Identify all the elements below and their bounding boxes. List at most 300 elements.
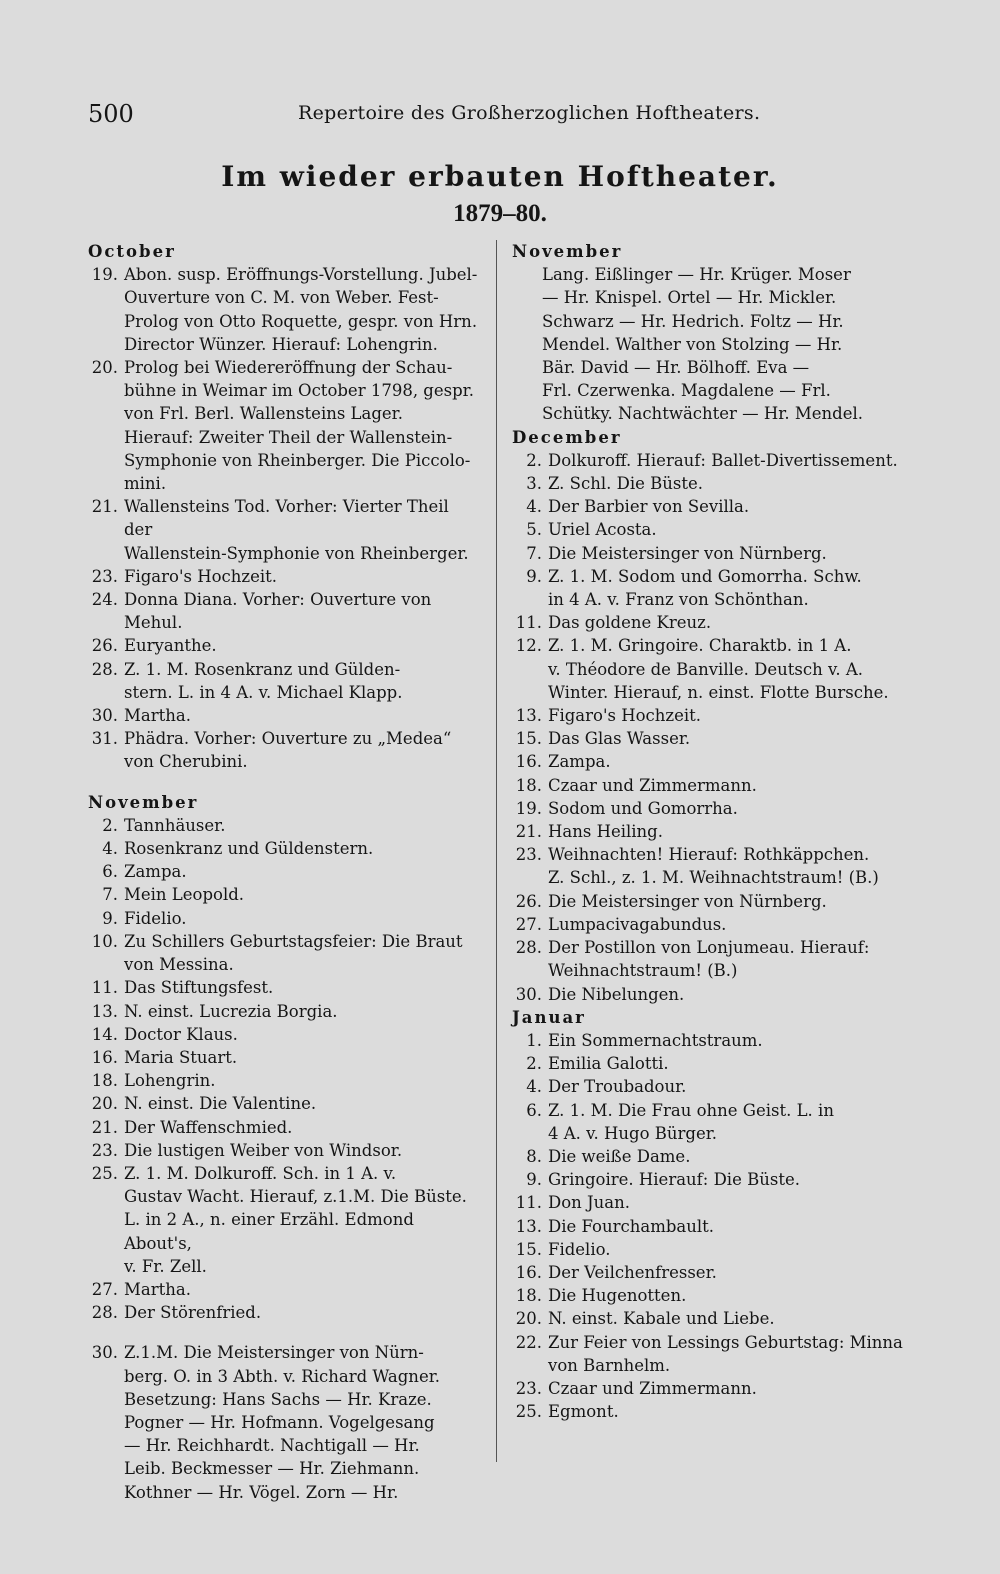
entry-date: 4. xyxy=(526,497,542,517)
entry-line: Zampa. xyxy=(124,862,187,882)
performance-entry xyxy=(88,588,480,634)
column-divider xyxy=(496,240,497,1462)
performance-entry xyxy=(88,634,480,657)
entry-text xyxy=(124,1023,480,1046)
left-column xyxy=(88,240,480,1504)
entry-line: Maria Stuart. xyxy=(124,1047,238,1067)
performance-entry xyxy=(512,797,912,820)
entry-line: Z. 1. M. Rosenkranz und Gülden- xyxy=(124,659,401,679)
entry-date: 16. xyxy=(91,1047,118,1067)
entry-line: Prolog von Otto Roquette, gespr. von Hrn. xyxy=(124,311,478,331)
season-year: 1879–80. xyxy=(453,200,547,227)
entry-line: Fidelio. xyxy=(124,908,187,928)
entry-line: Sodom und Gomorrha. xyxy=(548,798,738,818)
month-heading-november-continued: November xyxy=(512,242,623,261)
entry-date: 6. xyxy=(102,862,118,882)
entry-line: in 4 A. v. Franz von Schönthan. xyxy=(548,590,809,610)
entry-text xyxy=(548,936,912,982)
entry-line: Wallenstein-Symphonie von Rheinberger. xyxy=(124,543,469,563)
performance-entry xyxy=(88,1162,480,1278)
entry-line: Z. 1. M. Sodom und Gomorrha. Schw. xyxy=(548,566,862,586)
entry-text xyxy=(548,1307,912,1330)
entry-line: N. einst. Die Valentine. xyxy=(124,1094,317,1114)
entry-line: Gringoire. Hierauf: Die Büste. xyxy=(548,1170,800,1190)
entry-line: Z. Schl., z. 1. M. Weihnachtstraum! (B.) xyxy=(548,868,879,888)
entry-text xyxy=(548,1191,912,1214)
entry-text xyxy=(548,704,912,727)
entry-date: 20. xyxy=(91,358,118,378)
entry-date: 27. xyxy=(515,914,542,934)
entry-line: Der Barbier von Sevilla. xyxy=(548,497,750,517)
entry-line: L. in 2 A., n. einer Erzähl. Edmond About's, xyxy=(124,1210,414,1253)
performance-entry xyxy=(88,495,480,565)
entry-line: Rosenkranz und Güldenstern. xyxy=(124,839,374,859)
entry-text xyxy=(548,634,912,704)
entry-date: 16. xyxy=(515,752,542,772)
entry-date: 28. xyxy=(91,659,118,679)
entry-line: Phädra. Vorher: Ouverture zu „Medea“ xyxy=(124,729,452,749)
entry-date: 18. xyxy=(91,1071,118,1091)
entry-text xyxy=(548,1052,912,1075)
performance-entry xyxy=(88,704,480,727)
entry-line: Weihnachten! Hierauf: Rothkäppchen. xyxy=(548,845,870,865)
entry-date: 21. xyxy=(91,1117,118,1137)
entry-line: mini. xyxy=(124,474,167,494)
entry-text xyxy=(548,1377,912,1400)
entry-line: Die weiße Dame. xyxy=(548,1146,691,1166)
entry-date: 23. xyxy=(91,1140,118,1160)
performance-entry xyxy=(512,1168,912,1191)
entry-text xyxy=(124,658,480,704)
entry-date: 21. xyxy=(515,822,542,842)
december-list xyxy=(512,449,912,1006)
entry-text xyxy=(548,611,912,634)
entry-line: Donna Diana. Vorher: Ouverture von xyxy=(124,590,432,610)
performance-entry xyxy=(88,930,480,976)
entry-line: Die Meistersinger von Nürnberg. xyxy=(548,543,827,563)
entry-line: N. einst. Lucrezia Borgia. xyxy=(124,1001,338,1021)
entry-date: 5. xyxy=(526,520,542,540)
entry-line: Zampa. xyxy=(548,752,611,772)
entry-date: 31. xyxy=(91,729,118,749)
entry-text xyxy=(548,472,912,495)
entry-date: 30. xyxy=(91,706,118,726)
entry-line: Mein Leopold. xyxy=(124,885,245,905)
performance-entry xyxy=(512,704,912,727)
entry-line: Winter. Hierauf, n. einst. Flotte Bursche. xyxy=(548,682,889,702)
performance-entry xyxy=(512,820,912,843)
performance-entry xyxy=(512,472,912,495)
entry-date: 12. xyxy=(515,636,542,656)
entry-line: von Cherubini. xyxy=(124,752,248,772)
entry-text xyxy=(548,750,912,773)
entry-date: 2. xyxy=(526,1054,542,1074)
entry-text xyxy=(548,797,912,820)
entry-date: 30. xyxy=(515,984,542,1004)
entry-text xyxy=(548,890,912,913)
cast-line: Bär. David — Hr. Bölhoff. Eva — xyxy=(542,358,810,378)
entry-date: 28. xyxy=(91,1303,118,1323)
performance-entry xyxy=(88,1341,480,1503)
entry-line: Z. 1. M. Die Frau ohne Geist. L. in xyxy=(548,1100,834,1120)
entry-line: Der Veilchenfresser. xyxy=(548,1262,717,1282)
entry-line: 4 A. v. Hugo Bürger. xyxy=(548,1123,718,1143)
performance-entry xyxy=(88,860,480,883)
entry-date: 26. xyxy=(91,636,118,656)
cast-line: Schütky. Nachtwächter — Hr. Mendel. xyxy=(542,404,864,424)
entry-date: 19. xyxy=(91,265,118,285)
performance-entry xyxy=(88,837,480,860)
entry-line: Mehul. xyxy=(124,613,183,633)
entry-line: Die Fourchambault. xyxy=(548,1216,715,1236)
performance-entry xyxy=(512,843,912,889)
entry-line: Z. 1. M. Dolkuroff. Sch. in 1 A. v. xyxy=(124,1163,397,1183)
entry-line: Don Juan. xyxy=(548,1193,630,1213)
entry-date: 23. xyxy=(515,845,542,865)
performance-entry xyxy=(512,449,912,472)
cast-line: Schwarz — Hr. Hedrich. Foltz — Hr. xyxy=(542,311,844,331)
entry-line: Zur Feier von Lessings Geburtstag: Minna xyxy=(548,1332,903,1352)
performance-entry xyxy=(512,1029,912,1052)
entry-line: v. Fr. Zell. xyxy=(124,1256,207,1276)
entry-line: Director Wünzer. Hierauf: Lohengrin. xyxy=(124,334,438,354)
entry-date: 4. xyxy=(102,839,118,859)
performance-entry xyxy=(512,565,912,611)
entry-date: 2. xyxy=(102,815,118,835)
page-number: 500 xyxy=(88,100,134,128)
entry-text xyxy=(548,983,912,1006)
entry-date: 18. xyxy=(515,1286,542,1306)
entry-text xyxy=(548,843,912,889)
entry-line: Kothner — Hr. Vögel. Zorn — Hr. xyxy=(124,1482,399,1502)
entry-date: 11. xyxy=(515,1193,542,1213)
entry-date: 25. xyxy=(91,1163,118,1183)
performance-entry xyxy=(512,750,912,773)
entry-line: Doctor Klaus. xyxy=(124,1024,238,1044)
entry-text xyxy=(124,837,480,860)
entry-text xyxy=(124,565,480,588)
entry-line: N. einst. Kabale und Liebe. xyxy=(548,1309,775,1329)
entry-date: 1. xyxy=(526,1030,542,1050)
cast-line: Lang. Eißlinger — Hr. Krüger. Moser xyxy=(542,265,851,285)
entry-text xyxy=(548,1284,912,1307)
month-heading-november: November xyxy=(88,792,199,812)
performance-entry xyxy=(88,976,480,999)
performance-entry xyxy=(88,1023,480,1046)
entry-line: Der Waffenschmied. xyxy=(124,1117,293,1137)
entry-text xyxy=(548,1238,912,1261)
performance-entry xyxy=(512,1215,912,1238)
entry-text xyxy=(124,860,480,883)
entry-date: 8. xyxy=(526,1146,542,1166)
entry-line: Figaro's Hochzeit. xyxy=(548,706,701,726)
entry-text xyxy=(124,814,480,837)
performance-entry xyxy=(88,1116,480,1139)
performance-entry xyxy=(512,634,912,704)
entry-text xyxy=(124,976,480,999)
performance-entry xyxy=(88,658,480,704)
performance-entry xyxy=(88,263,480,356)
performance-entry xyxy=(88,1092,480,1115)
entry-text xyxy=(124,1341,480,1503)
entry-line: Lohengrin. xyxy=(124,1071,216,1091)
entry-text xyxy=(548,1075,912,1098)
entry-date: 22. xyxy=(515,1332,542,1352)
performance-entry xyxy=(512,1191,912,1214)
entry-line: Ein Sommernachtstraum. xyxy=(548,1030,763,1050)
entry-line: Der Störenfried. xyxy=(124,1303,262,1323)
performance-entry xyxy=(512,1284,912,1307)
entry-text xyxy=(548,1168,912,1191)
entry-text xyxy=(548,542,912,565)
entry-date: 13. xyxy=(515,1216,542,1236)
entry-text xyxy=(124,1000,480,1023)
cast-line: Frl. Czerwenka. Magdalene — Frl. xyxy=(542,381,831,401)
entry-text xyxy=(548,774,912,797)
entry-text xyxy=(548,518,912,541)
entry-text xyxy=(548,1099,912,1145)
performance-entry xyxy=(88,1278,480,1301)
entry-text xyxy=(548,1145,912,1168)
entry-line: Abon. susp. Eröffnungs-Vorstellung. Jubel- xyxy=(124,265,478,285)
performance-entry xyxy=(88,1000,480,1023)
performance-entry xyxy=(88,1046,480,1069)
entry-date: 21. xyxy=(91,497,118,517)
entry-line: Die Hugenotten. xyxy=(548,1286,687,1306)
entry-date: 15. xyxy=(515,1239,542,1259)
entry-text xyxy=(124,1092,480,1115)
entry-text xyxy=(124,1069,480,1092)
entry-date: 11. xyxy=(515,613,542,633)
entry-date: 6. xyxy=(526,1100,542,1120)
entry-date: 3. xyxy=(526,474,542,494)
entry-text xyxy=(124,495,480,565)
entry-line: Ouverture von C. M. von Weber. Fest- xyxy=(124,288,439,308)
performance-entry xyxy=(512,727,912,750)
entry-text xyxy=(124,263,480,356)
cast-line: Mendel. Walther von Stolzing — Hr. xyxy=(542,334,843,354)
performance-entry xyxy=(88,565,480,588)
entry-text xyxy=(124,907,480,930)
entry-line: Die Nibelungen. xyxy=(548,984,685,1004)
entry-line: bühne in Weimar im October 1798, gespr. xyxy=(124,381,474,401)
entry-date: 24. xyxy=(91,590,118,610)
entry-line: Das Stiftungsfest. xyxy=(124,978,274,998)
entry-line: Der Troubadour. xyxy=(548,1077,687,1097)
entry-date: 23. xyxy=(515,1378,542,1398)
performance-entry xyxy=(512,611,912,634)
entry-line: Pogner — Hr. Hofmann. Vogelgesang xyxy=(124,1412,435,1432)
performance-entry xyxy=(512,1377,912,1400)
entry-line: Hans Heiling. xyxy=(548,822,663,842)
performance-entry xyxy=(88,1139,480,1162)
entry-date: 26. xyxy=(515,891,542,911)
performance-entry xyxy=(88,727,480,773)
entry-line: Dolkuroff. Hierauf: Ballet-Divertissement. xyxy=(548,450,898,470)
entry-date: 18. xyxy=(515,775,542,795)
entry-text xyxy=(124,1301,480,1324)
entry-line: berg. O. in 3 Abth. v. Richard Wagner. xyxy=(124,1366,441,1386)
performance-entry xyxy=(512,774,912,797)
performance-entry xyxy=(512,1052,912,1075)
entry-date: 9. xyxy=(526,1170,542,1190)
entry-line: Z.1.M. Die Meistersinger von Nürn- xyxy=(124,1343,424,1363)
entry-date: 9. xyxy=(102,908,118,928)
performance-entry xyxy=(512,1075,912,1098)
entry-line: Martha. xyxy=(124,706,191,726)
november-cast-continued xyxy=(512,263,912,425)
entry-line: Emilia Galotti. xyxy=(548,1054,669,1074)
entry-text xyxy=(548,913,912,936)
entry-text xyxy=(124,356,480,495)
performance-entry xyxy=(512,542,912,565)
entry-text xyxy=(548,449,912,472)
entry-line: Gustav Wacht. Hierauf, z.1.M. Die Büste. xyxy=(124,1187,467,1207)
entry-date: 2. xyxy=(526,450,542,470)
entry-text xyxy=(124,588,480,634)
performance-entry xyxy=(88,356,480,495)
performance-entry xyxy=(512,936,912,982)
entry-line: von Frl. Berl. Wallensteins Lager. xyxy=(124,404,404,424)
entry-line: Czaar und Zimmermann. xyxy=(548,1378,757,1398)
performance-entry xyxy=(512,1238,912,1261)
month-heading-october: October xyxy=(88,242,176,261)
entry-text xyxy=(124,1046,480,1069)
entry-text xyxy=(124,634,480,657)
entry-line: von Barnhelm. xyxy=(548,1355,671,1375)
cast-line: — Hr. Knispel. Ortel — Hr. Mickler. xyxy=(542,288,837,308)
november-30-entry xyxy=(88,1341,480,1503)
entry-line: stern. L. in 4 A. v. Michael Klapp. xyxy=(124,682,403,702)
entry-line: Weihnachtstraum! (B.) xyxy=(548,961,738,981)
entry-line: Z. 1. M. Gringoire. Charaktb. in 1 A. xyxy=(548,636,852,656)
entry-date: 16. xyxy=(515,1262,542,1282)
entry-text xyxy=(124,704,480,727)
entry-text xyxy=(548,727,912,750)
entry-date: 27. xyxy=(91,1279,118,1299)
entry-text xyxy=(548,565,912,611)
entry-line: Euryanthe. xyxy=(124,636,217,656)
entry-date: 20. xyxy=(515,1309,542,1329)
entry-line: Lumpacivagabundus. xyxy=(548,914,727,934)
entry-line: Die Meistersinger von Nürnberg. xyxy=(548,891,827,911)
entry-date: 13. xyxy=(91,1001,118,1021)
performance-entry xyxy=(512,495,912,518)
performance-entry xyxy=(88,1069,480,1092)
performance-entry xyxy=(512,1331,912,1377)
entry-text xyxy=(124,1116,480,1139)
performance-entry xyxy=(88,907,480,930)
entry-line: Die lustigen Weiber von Windsor. xyxy=(124,1140,403,1160)
entry-line: Das goldene Kreuz. xyxy=(548,613,712,633)
entry-date: 7. xyxy=(526,543,542,563)
performance-entry xyxy=(88,883,480,906)
performance-entry xyxy=(512,890,912,913)
entry-line: Hierauf: Zweiter Theil der Wallenstein- xyxy=(124,427,453,447)
entry-line: Symphonie von Rheinberger. Die Piccolo- xyxy=(124,450,471,470)
month-heading-december: December xyxy=(512,427,622,447)
october-list xyxy=(88,263,480,773)
entry-line: von Messina. xyxy=(124,955,234,975)
entry-line: Der Postillon von Lonjumeau. Hierauf: xyxy=(548,938,870,958)
entry-line: Fidelio. xyxy=(548,1239,611,1259)
entry-text xyxy=(548,495,912,518)
entry-date: 28. xyxy=(515,938,542,958)
entry-line: Czaar und Zimmermann. xyxy=(548,775,757,795)
performance-entry xyxy=(512,913,912,936)
entry-line: Das Glas Wasser. xyxy=(548,729,691,749)
performance-entry xyxy=(512,1400,912,1423)
performance-entry xyxy=(512,518,912,541)
entry-date: 13. xyxy=(515,706,542,726)
entry-line: Wallensteins Tod. Vorher: Vierter Theil der xyxy=(124,497,449,540)
entry-line: Tannhäuser. xyxy=(124,815,226,835)
entry-date: 11. xyxy=(91,978,118,998)
entry-line: Prolog bei Wiedereröffnung der Schau- xyxy=(124,358,453,378)
entry-date: 30. xyxy=(91,1343,118,1363)
entry-date: 25. xyxy=(515,1402,542,1422)
entry-line: Figaro's Hochzeit. xyxy=(124,566,277,586)
januar-list xyxy=(512,1029,912,1423)
entry-text xyxy=(124,1162,480,1278)
section-spacer xyxy=(88,774,480,791)
performance-entry xyxy=(512,1307,912,1330)
entry-line: — Hr. Reichhardt. Nachtigall — Hr. xyxy=(124,1436,420,1456)
performance-entry xyxy=(512,1145,912,1168)
entry-text xyxy=(124,727,480,773)
month-heading-januar: Januar xyxy=(512,1007,586,1027)
entry-date: 23. xyxy=(91,566,118,586)
performance-entry xyxy=(512,1099,912,1145)
right-column xyxy=(512,240,912,1423)
entry-line: v. Théodore de Banville. Deutsch v. A. xyxy=(548,659,863,679)
performance-entry xyxy=(88,814,480,837)
entry-text xyxy=(548,1215,912,1238)
entry-text xyxy=(124,883,480,906)
entry-text xyxy=(124,1139,480,1162)
entry-text xyxy=(548,1400,912,1423)
entry-line: Z. Schl. Die Büste. xyxy=(548,474,703,494)
entry-date: 4. xyxy=(526,1077,542,1097)
november-list xyxy=(88,814,480,1324)
entry-line: Zu Schillers Geburtstagsfeier: Die Braut xyxy=(124,931,463,951)
running-head xyxy=(88,100,940,136)
entry-date: 15. xyxy=(515,729,542,749)
entry-line: Uriel Acosta. xyxy=(548,520,657,540)
running-title: Repertoire des Großherzoglichen Hoftheaters. xyxy=(298,102,761,124)
entry-text xyxy=(548,1331,912,1377)
section-title: Im wieder erbauten Hoftheater. xyxy=(221,160,779,193)
entry-text xyxy=(548,1029,912,1052)
entry-text xyxy=(124,930,480,976)
performance-entry xyxy=(512,983,912,1006)
entry-text xyxy=(124,1278,480,1301)
entry-text xyxy=(548,1261,912,1284)
entry-date: 20. xyxy=(91,1094,118,1114)
entry-date: 19. xyxy=(515,798,542,818)
entry-line: Martha. xyxy=(124,1279,191,1299)
performance-entry xyxy=(88,1301,480,1324)
entry-date: 14. xyxy=(91,1024,118,1044)
entry-line: Besetzung: Hans Sachs — Hr. Kraze. xyxy=(124,1389,432,1409)
section-spacer xyxy=(88,1324,480,1341)
entry-date: 7. xyxy=(102,885,118,905)
entry-date: 10. xyxy=(91,931,118,951)
performance-entry xyxy=(512,1261,912,1284)
entry-text xyxy=(548,820,912,843)
entry-line: Leib. Beckmesser — Hr. Ziehmann. xyxy=(124,1459,420,1479)
entry-line: Egmont. xyxy=(548,1402,619,1422)
